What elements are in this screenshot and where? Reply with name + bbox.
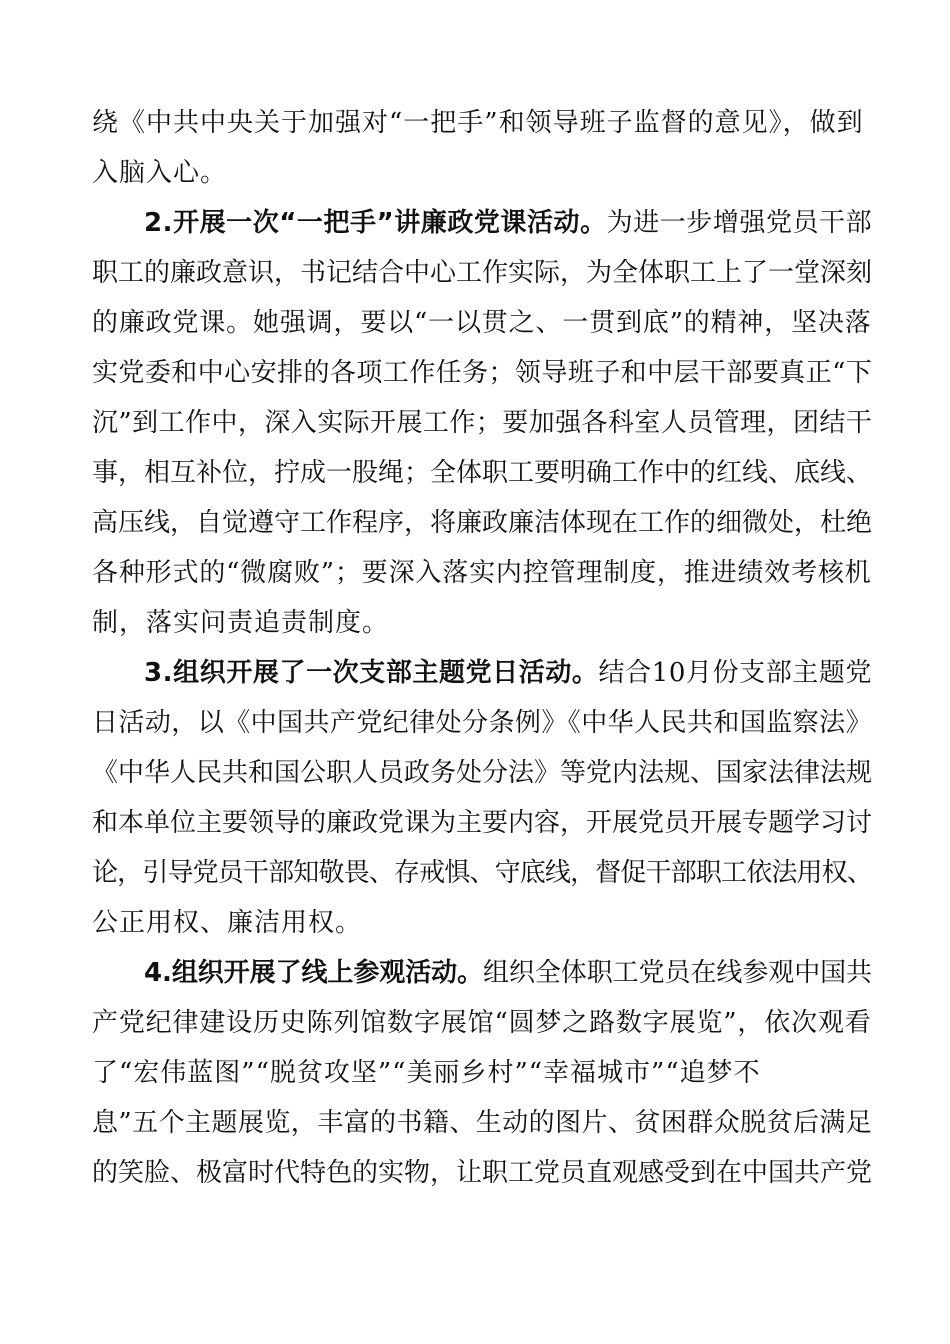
paragraph-line: 论，引导党员干部知敬畏、存戒惧、守底线，督促干部职工依法用权、	[92, 858, 873, 888]
paragraph-line: 事，相互补位，拧成一股绳；全体职工要明确工作中的红线、底线、	[92, 458, 873, 488]
paragraph-text: 组织全体职工党员在线参观中国共	[483, 958, 872, 988]
paragraph-line: 各种形式的“微腐败”；要深入落实内控管理制度，推进绩效考核机	[92, 558, 872, 588]
paragraph-line: 职工的廉政意识，书记结合中心工作实际，为全体职工上了一堂深刻	[92, 258, 873, 288]
paragraph-line: 了“宏伟蓝图”“脱贫攻坚”“美丽乡村”“幸福城市”“追梦不	[92, 1058, 761, 1088]
paragraph-line: 息”五个主题展览，丰富的书籍、生动的图片、贫困群众脱贫后满足	[92, 1108, 873, 1138]
paragraph-line: 公正用权、廉洁用权。	[92, 908, 363, 938]
paragraph-line: 入脑入心。	[92, 158, 228, 188]
section-heading: 2.开展一次“一把手”讲廉政党课活动。	[144, 208, 607, 238]
paragraph-line: 绕《中共中央关于加强对“一把手”和领导班子监督的意见》，做到	[92, 108, 864, 138]
paragraph-line: 和本单位主要领导的廉政党课为主要内容，开展党员开展专题学习讨	[92, 808, 873, 838]
paragraph-line: 产党纪律建设历史陈列馆数字展馆“圆梦之路数字展览”，依次观看	[92, 1008, 872, 1038]
paragraph-line: 高压线，自觉遵守工作程序，将廉政廉洁体现在工作的细微处，杜绝	[92, 508, 873, 538]
paragraph-line: 日活动，以《中国共产党纪律处分条例》《中华人民共和国监察法》	[92, 708, 873, 738]
paragraph-text: 为进一步增强党员干部	[606, 208, 873, 238]
paragraph-line: 制，落实问责追责制度。	[92, 608, 390, 638]
paragraph-line	[144, 207, 872, 239]
paragraph-line	[144, 657, 872, 689]
paragraph-line: 《中华人民共和国公职人员政务处分法》等党内法规、国家法律法规	[92, 758, 873, 788]
paragraph-line: 的廉政党课。她强调，要以“一以贯之、一贯到底”的精神，坚决落	[92, 308, 872, 338]
paragraph-line	[144, 957, 872, 989]
section-heading: 3.组织开展了一次支部主题党日活动。	[144, 658, 599, 688]
paragraph-line: 沉”到工作中，深入实际开展工作；要加强各科室人员管理，团结干	[92, 408, 873, 438]
paragraph-text: 结合10月份支部主题党	[598, 658, 873, 688]
paragraph-line: 的笑脸、极富时代特色的实物，让职工党员直观感受到在中国共产党	[92, 1158, 873, 1188]
section-heading: 4.组织开展了线上参观活动。	[144, 958, 484, 988]
paragraph-line: 实党委和中心安排的各项工作任务；领导班子和中层干部要真正“下	[92, 358, 873, 388]
